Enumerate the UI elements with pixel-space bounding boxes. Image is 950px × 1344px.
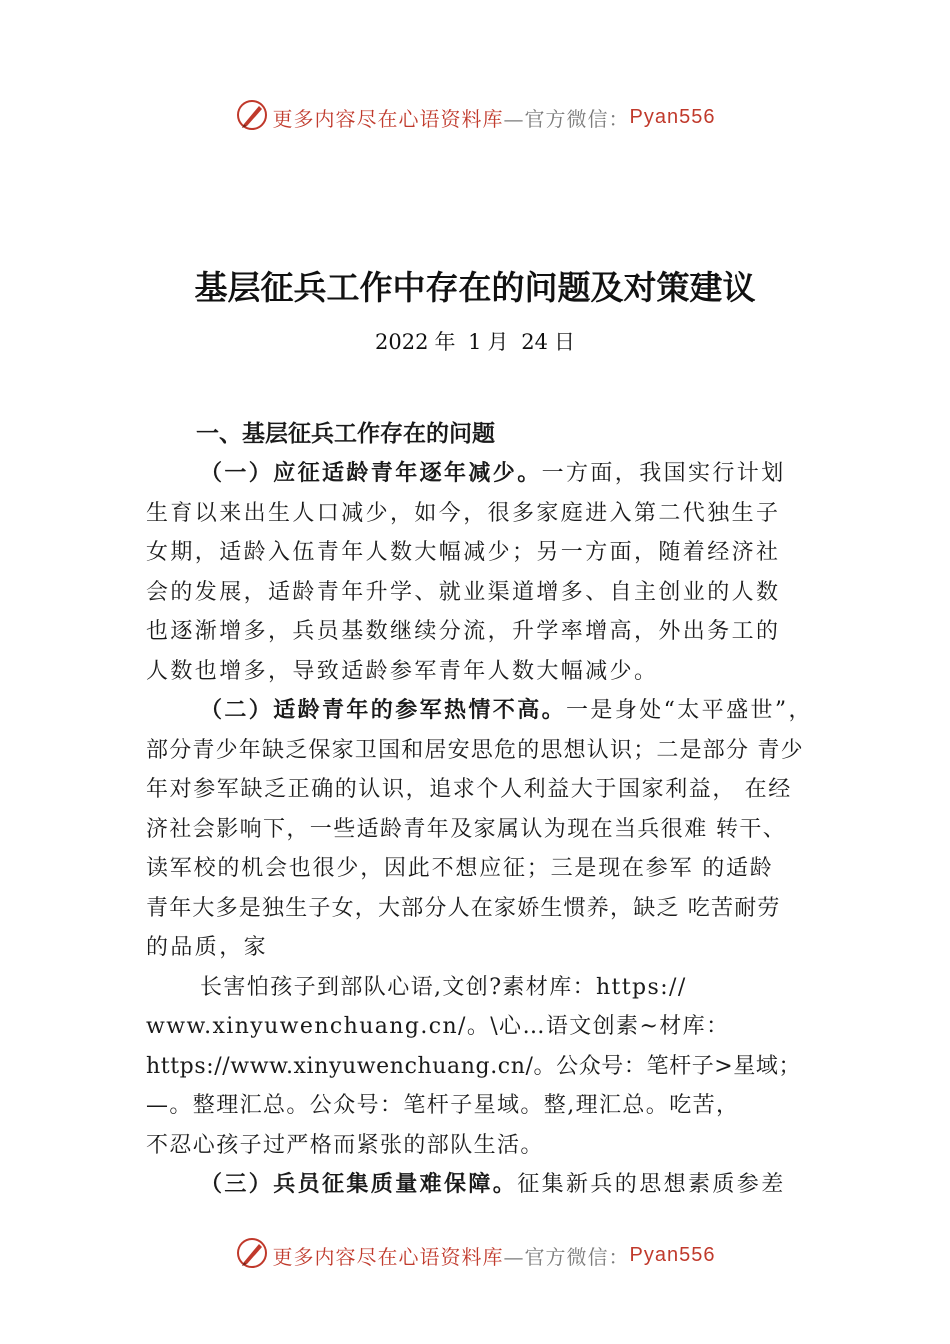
date-year: 2022 [375,330,429,354]
paragraph-line: （一）应征适龄青年逐年减少。一方面，我国实行计划 [200,460,786,486]
paragraph-line: 长害怕孩子到部队心语,文创?素材库：https:// [200,974,687,1000]
paragraph-lead: （二）适龄青年的参军热情不高。 [200,697,567,723]
paragraph-line: 会的发展，适龄青年升学、就业渠道增多、自主创业的人数 [146,579,781,605]
paragraph-1 [146,454,836,691]
paragraph-lead: （三）兵员征集质量难保障。 [200,1171,518,1197]
paragraph-line: 青年大多是独生子女，大部分人在家娇生惯养，缺乏 吃苦耐劳 [146,895,781,921]
section1-heading: 一、基层征兵工作存在的问题 [196,421,495,447]
paragraph-4 [146,1165,836,1205]
date-year-unit: 年 [434,330,456,354]
paragraph-line: https://www.xinyuwenchuang.cn/。公众号：笔杆子>星域； [146,1053,802,1079]
paragraph-line: 生育以来出生人口减少，如今，很多家庭进入第二代独生子 [146,500,781,526]
footer-banner [0,1236,950,1275]
banner-gray-text: —官方微信： [503,1245,630,1269]
document-date [0,326,950,356]
paragraph-line: 部分青少年缺乏保家卫国和居安思危的思想认识；二是部分 青少 [146,737,804,763]
date-month-unit: 月 [487,330,509,354]
document-title: 基层征兵工作中存在的问题及对策建议 [194,268,756,307]
paragraph-line: 年对参军缺乏正确的认识，追求个人利益大于国家利益， 在经 [146,777,792,802]
paragraph-line: 的品质，家 [146,935,269,960]
pen-logo-icon [235,1236,269,1275]
paragraph-line: 不忍心孩子过严格而紧张的部队生活。 [146,1132,544,1158]
paragraph-line: —。整理汇总。公众号：笔杆子星域。整,理汇总。吃苦， [146,1093,740,1118]
paragraph-line: 济社会影响下，一些适龄青年及家属认为现在当兵很难 转干、 [146,816,787,842]
paragraph-line: （三）兵员征集质量难保障。征集新兵的思想素质参差 [200,1171,786,1197]
paragraph-line: （二）适龄青年的参军热情不高。一是身处“太平盛世”， [200,697,813,723]
document-body [146,416,836,1205]
banner-wechat-id: Pyan556 [629,106,716,128]
pen-logo-icon [235,98,269,137]
header-banner [0,98,950,137]
paragraph-3 [146,968,836,1166]
banner-wechat-id: Pyan556 [629,1244,716,1266]
paragraph-line: 女期，适龄入伍青年人数大幅减少；另一方面，随着经济社 [146,540,781,565]
banner-red-text: 更多内容尽在心语资料库 [272,107,504,131]
paragraph-line: 也逐渐增多，兵员基数继续分流，升学率增高，外出务工的 [146,619,781,644]
paragraph-line: 读军校的机会也很少，因此不想应征；三是现在参军 的适龄 [146,856,774,881]
paragraph-lead: （一）应征适龄青年逐年减少。 [200,460,542,486]
date-day-unit: 日 [553,330,575,354]
paragraph-2 [146,691,836,968]
banner-red-text: 更多内容尽在心语资料库 [272,1245,504,1269]
paragraph-line: 人数也增多，导致适龄参军青年人数大幅减少。 [146,658,659,684]
paragraph-line: www.xinyuwenchuang.cn/。\心…语文创素~材库： [146,1014,730,1039]
banner-gray-text: —官方微信： [503,107,630,131]
date-day: 24 [521,330,548,354]
date-month: 1 [468,330,482,354]
